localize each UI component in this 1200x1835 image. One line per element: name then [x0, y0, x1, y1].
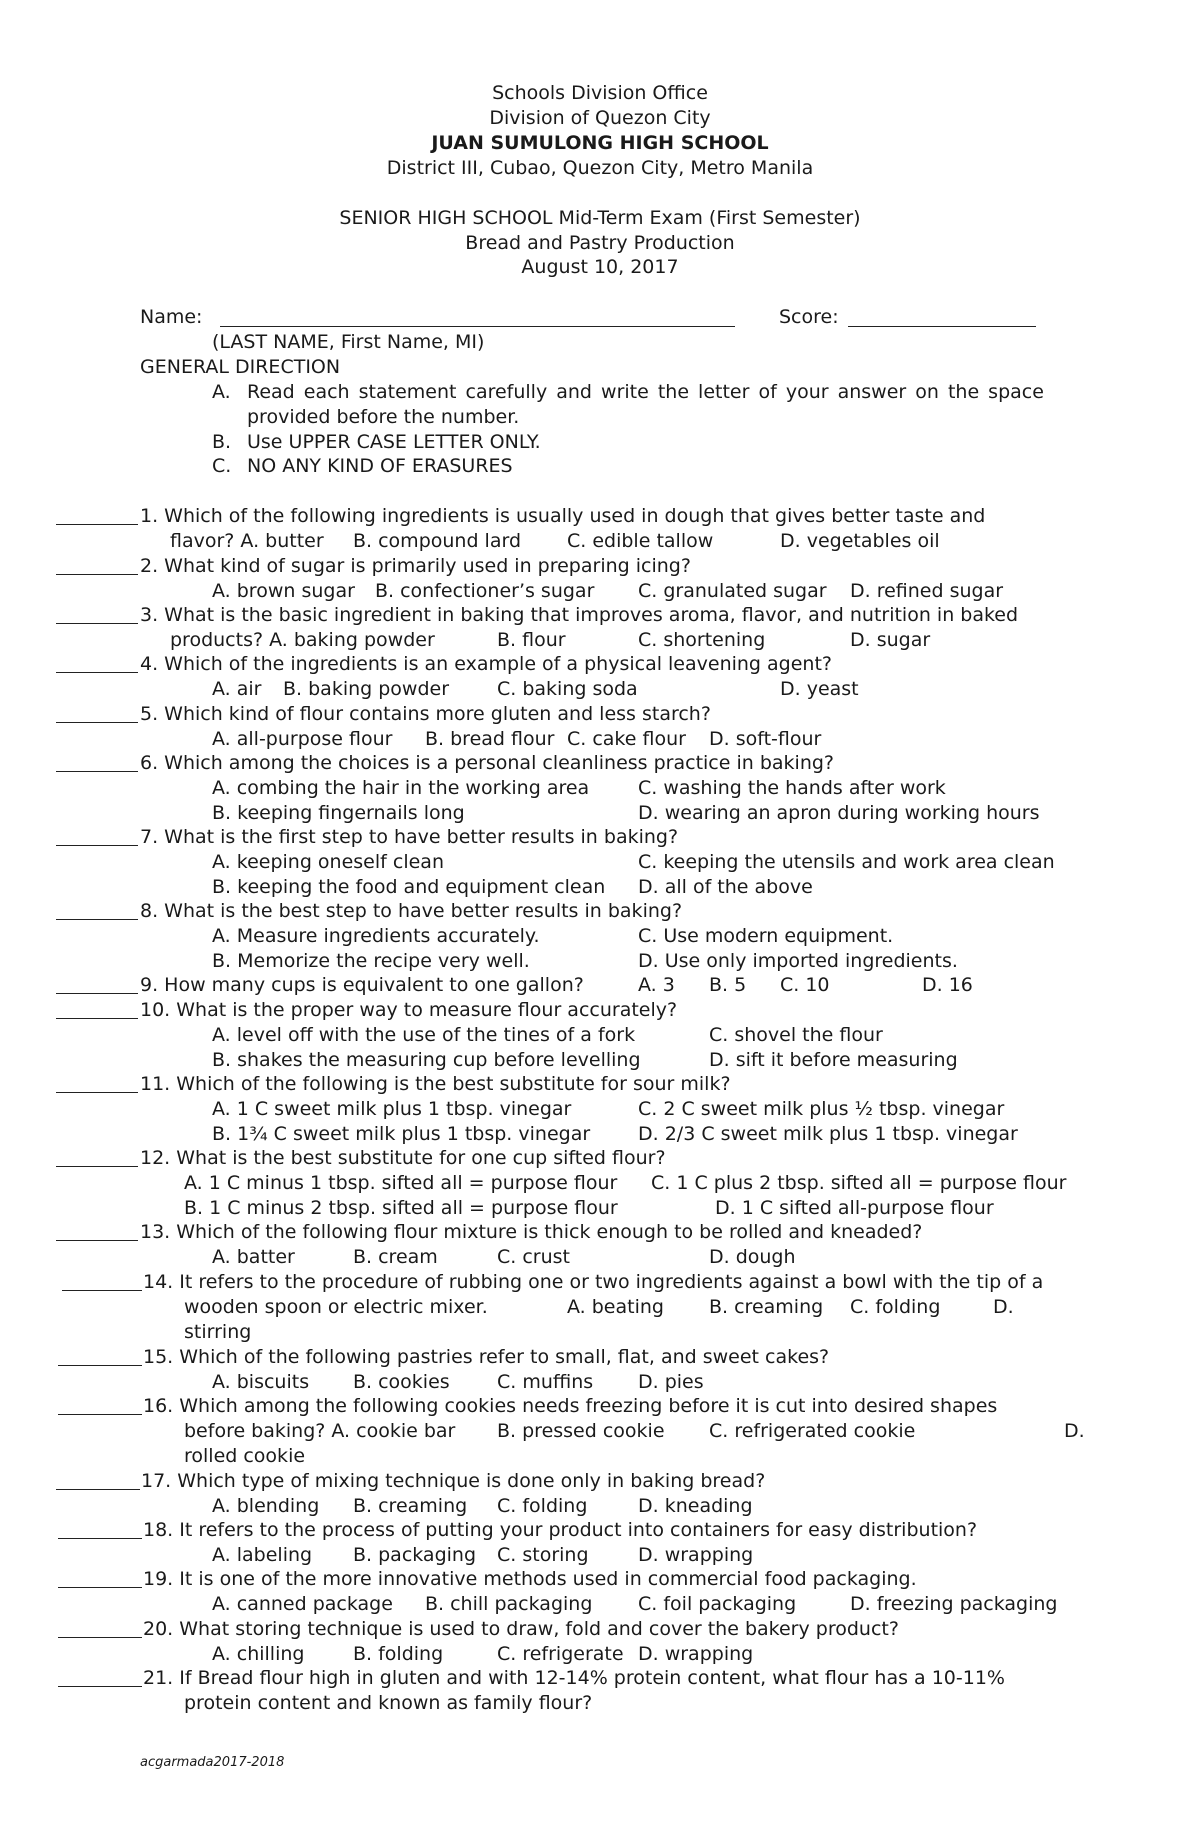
choice: B. packaging [353, 1544, 477, 1566]
answer-blank[interactable] [58, 1365, 142, 1366]
choice: C. folding [497, 1495, 588, 1517]
choice: A. Measure ingredients accurately. [212, 925, 540, 947]
choice: B. keeping fingernails long [212, 802, 465, 824]
choice: C. shortening [638, 629, 766, 651]
choice: D. [1064, 1420, 1085, 1442]
answer-blank[interactable] [56, 1240, 138, 1241]
direction-c-text: NO ANY KIND OF ERASURES [247, 455, 513, 477]
direction-a-text-cont: provided before the number. [247, 406, 520, 428]
question-stem: 16. Which among the following cookies needs freezing before it is cut into desired shapes [143, 1395, 998, 1417]
choice: D. refined sugar [850, 580, 1004, 602]
choice: D. kneading [638, 1495, 753, 1517]
choice: B. bread flour [425, 728, 555, 750]
choice: D. 1 C sifted all-purpose flour [715, 1197, 994, 1219]
choice: C. refrigerated cookie [709, 1420, 916, 1442]
choice: B. pressed cookie [497, 1420, 665, 1442]
answer-blank[interactable] [62, 1290, 142, 1291]
question-stem-cont: wooden spoon or electric mixer. [184, 1296, 488, 1318]
choice: A. all-purpose flour [212, 728, 393, 750]
choice: C. shovel the flour [709, 1024, 883, 1046]
choice: B. keeping the food and equipment clean [212, 876, 606, 898]
choice: A. biscuits [212, 1371, 310, 1393]
choice: B. chill packaging [425, 1593, 593, 1615]
choice: C. cake flour [567, 728, 686, 750]
choice: A. brown sugar [212, 580, 355, 602]
question-stem: 5. Which kind of flour contains more gluten and less starch? [140, 703, 711, 725]
question-stem: 3. What is the basic ingredient in baking that improves aroma, flavor, and nutrition in baked [140, 604, 1019, 626]
choice: B. flour [497, 629, 566, 651]
question-stem: 19. It is one of the more innovative methods used in commercial food packaging. [143, 1568, 917, 1590]
choice: B. 5 [709, 974, 747, 996]
answer-blank[interactable] [56, 1166, 138, 1167]
school-name: JUAN SUMULONG HIGH SCHOOL [431, 132, 769, 154]
question-stem: 7. What is the first step to have better results in baking? [140, 826, 679, 848]
choice: C. baking soda [497, 678, 638, 700]
choice: D. wearing an apron during working hours [638, 802, 1040, 824]
name-hint: (LAST NAME, First Name, MI) [212, 331, 485, 353]
question-stem: 2. What kind of sugar is primarily used in preparing icing? [140, 555, 691, 577]
choice: C. crust [497, 1246, 570, 1268]
choice: products? A. baking powder [170, 629, 435, 651]
choice: D. sugar [850, 629, 931, 651]
choice: B. Memorize the recipe very well. [212, 950, 530, 972]
name-field[interactable] [220, 326, 735, 327]
choice: C. storing [497, 1544, 589, 1566]
choice: B. confectioner’s sugar [375, 580, 595, 602]
choice: D. vegetables oil [780, 530, 940, 552]
question-stem: 21. If Bread flour high in gluten and with 12-14% protein content, what flour has a 10-11% [143, 1667, 1005, 1689]
choice-cont: stirring [184, 1321, 252, 1343]
choice: D. sift it before measuring [709, 1049, 958, 1071]
choice: C. 1 C plus 2 tbsp. sifted all = purpose flour [651, 1172, 1067, 1194]
question-stem: 8. What is the best step to have better results in baking? [140, 900, 683, 922]
question-stem: 4. Which of the ingredients is an example of a physical leavening agent? [140, 653, 833, 675]
answer-blank[interactable] [58, 1637, 142, 1638]
answer-blank[interactable] [56, 1018, 138, 1019]
choice: D. [993, 1296, 1014, 1318]
answer-blank[interactable] [58, 1414, 142, 1415]
choice: B. folding [353, 1643, 444, 1665]
choice: C. refrigerate [497, 1643, 624, 1665]
choice: D. Use only imported ingredients. [638, 950, 958, 972]
choice: C. edible tallow [567, 530, 714, 552]
choice: B. baking powder [283, 678, 450, 700]
answer-blank[interactable] [56, 524, 138, 525]
choice: B. shakes the measuring cup before levelling [212, 1049, 641, 1071]
choice: A. 1 C minus 1 tbsp. sifted all = purpose flour [184, 1172, 618, 1194]
answer-blank[interactable] [56, 1489, 140, 1490]
choice: D. wrapping [638, 1643, 754, 1665]
exam-title: SENIOR HIGH SCHOOL Mid-Term Exam (First Semester) [339, 207, 861, 229]
direction-letter-a: A. [212, 381, 231, 403]
answer-blank[interactable] [58, 1686, 142, 1687]
choice: D. pies [638, 1371, 704, 1393]
choice: A. combing the hair in the working area [212, 777, 590, 799]
choice: D. soft-flour [709, 728, 822, 750]
choice: A. air [212, 678, 262, 700]
answer-blank[interactable] [56, 574, 138, 575]
question-stem: 12. What is the best substitute for one cup sifted flour? [140, 1147, 666, 1169]
choice: C. muffins [497, 1371, 594, 1393]
choice: A. blending [212, 1495, 320, 1517]
choice: C. folding [850, 1296, 941, 1318]
choice: D. freezing packaging [850, 1593, 1058, 1615]
choice: A. canned package [212, 1593, 393, 1615]
choice: A. 1 C sweet milk plus 1 tbsp. vinegar [212, 1098, 572, 1120]
answer-blank[interactable] [56, 722, 138, 723]
choice: C. 2 C sweet milk plus ½ tbsp. vinegar [638, 1098, 1005, 1120]
answer-blank[interactable] [56, 993, 138, 994]
answer-blank[interactable] [56, 623, 138, 624]
direction-a-text: Read each statement carefully and write the letter of your answer on the space [247, 381, 1044, 403]
office-line: Schools Division Office [492, 82, 708, 104]
choice: C. washing the hands after work [638, 777, 946, 799]
choice: B. cookies [353, 1371, 450, 1393]
choice: C. keeping the utensils and work area clean [638, 851, 1055, 873]
question-stem: 17. Which type of mixing technique is done only in baking bread? [141, 1470, 766, 1492]
answer-blank[interactable] [56, 1092, 138, 1093]
question-stem: 18. It refers to the process of putting your product into containers for easy distribution? [143, 1519, 978, 1541]
choice: C. granulated sugar [638, 580, 827, 602]
choice: D. dough [709, 1246, 796, 1268]
answer-blank[interactable] [56, 919, 138, 920]
choice-cont: rolled cookie [184, 1445, 306, 1467]
score-label: Score: [779, 306, 839, 328]
direction-b-text: Use UPPER CASE LETTER ONLY. [247, 431, 541, 453]
choice: B. compound lard [353, 530, 522, 552]
directions-title: GENERAL DIRECTION [140, 356, 341, 378]
question-stem-cont: protein content and known as family flour? [184, 1692, 593, 1714]
choice: C. Use modern equipment. [638, 925, 894, 947]
choice: B. cream [353, 1246, 438, 1268]
footer-credit: acgarmada2017-2018 [140, 1755, 285, 1770]
choice: D. yeast [780, 678, 859, 700]
question-stem: 9. How many cups is equivalent to one gallon? [140, 974, 584, 996]
choice: A. batter [212, 1246, 295, 1268]
direction-letter-b: B. [212, 431, 232, 453]
choice: A. chilling [212, 1643, 305, 1665]
choice: D. 16 [922, 974, 973, 996]
direction-letter-c: C. [212, 455, 232, 477]
question-stem: 10. What is the proper way to measure flour accurately? [140, 999, 678, 1021]
choice: D. 2/3 C sweet milk plus 1 tbsp. vinegar [638, 1123, 1018, 1145]
subject-title: Bread and Pastry Production [465, 232, 735, 254]
question-stem: 1. Which of the following ingredients is usually used in dough that gives better taste and [140, 505, 986, 527]
question-stem: 14. It refers to the procedure of rubbing one or two ingredients against a bowl with the tip of a [143, 1271, 1044, 1293]
choice: B. 1¾ C sweet milk plus 1 tbsp. vinegar [212, 1123, 591, 1145]
choice: D. all of the above [638, 876, 813, 898]
choice: A. labeling [212, 1544, 313, 1566]
choice: D. wrapping [638, 1544, 754, 1566]
question-stem: 20. What storing technique is used to draw, fold and cover the bakery product? [143, 1618, 899, 1640]
choice: A. beating [567, 1296, 664, 1318]
choice: B. creaming [353, 1495, 468, 1517]
choice: C. foil packaging [638, 1593, 797, 1615]
answer-blank[interactable] [56, 771, 138, 772]
name-label: Name: [140, 306, 203, 328]
choice: B. creaming [709, 1296, 824, 1318]
question-stem: 13. Which of the following flour mixture is thick enough to be rolled and kneaded? [140, 1221, 923, 1243]
choice: A. 3 [638, 974, 675, 996]
choice: before baking? A. cookie bar [184, 1420, 456, 1442]
choice: A. keeping oneself clean [212, 851, 444, 873]
exam-date: August 10, 2017 [521, 256, 679, 278]
score-field[interactable] [848, 326, 1036, 327]
answer-blank[interactable] [56, 845, 138, 846]
choice: flavor? A. butter [170, 530, 324, 552]
answer-blank[interactable] [56, 672, 138, 673]
choice: B. 1 C minus 2 tbsp. sifted all = purpose flour [184, 1197, 618, 1219]
question-stem: 6. Which among the choices is a personal cleanliness practice in baking? [140, 752, 835, 774]
answer-blank[interactable] [58, 1587, 142, 1588]
division-line: Division of Quezon City [489, 107, 711, 129]
question-stem: 15. Which of the following pastries refer to small, flat, and sweet cakes? [143, 1346, 830, 1368]
question-stem: 11. Which of the following is the best substitute for sour milk? [140, 1073, 731, 1095]
choice: C. 10 [780, 974, 830, 996]
choice: A. level off with the use of the tines of a fork [212, 1024, 636, 1046]
answer-blank[interactable] [58, 1538, 142, 1539]
school-address: District III, Cubao, Quezon City, Metro Manila [386, 157, 814, 179]
